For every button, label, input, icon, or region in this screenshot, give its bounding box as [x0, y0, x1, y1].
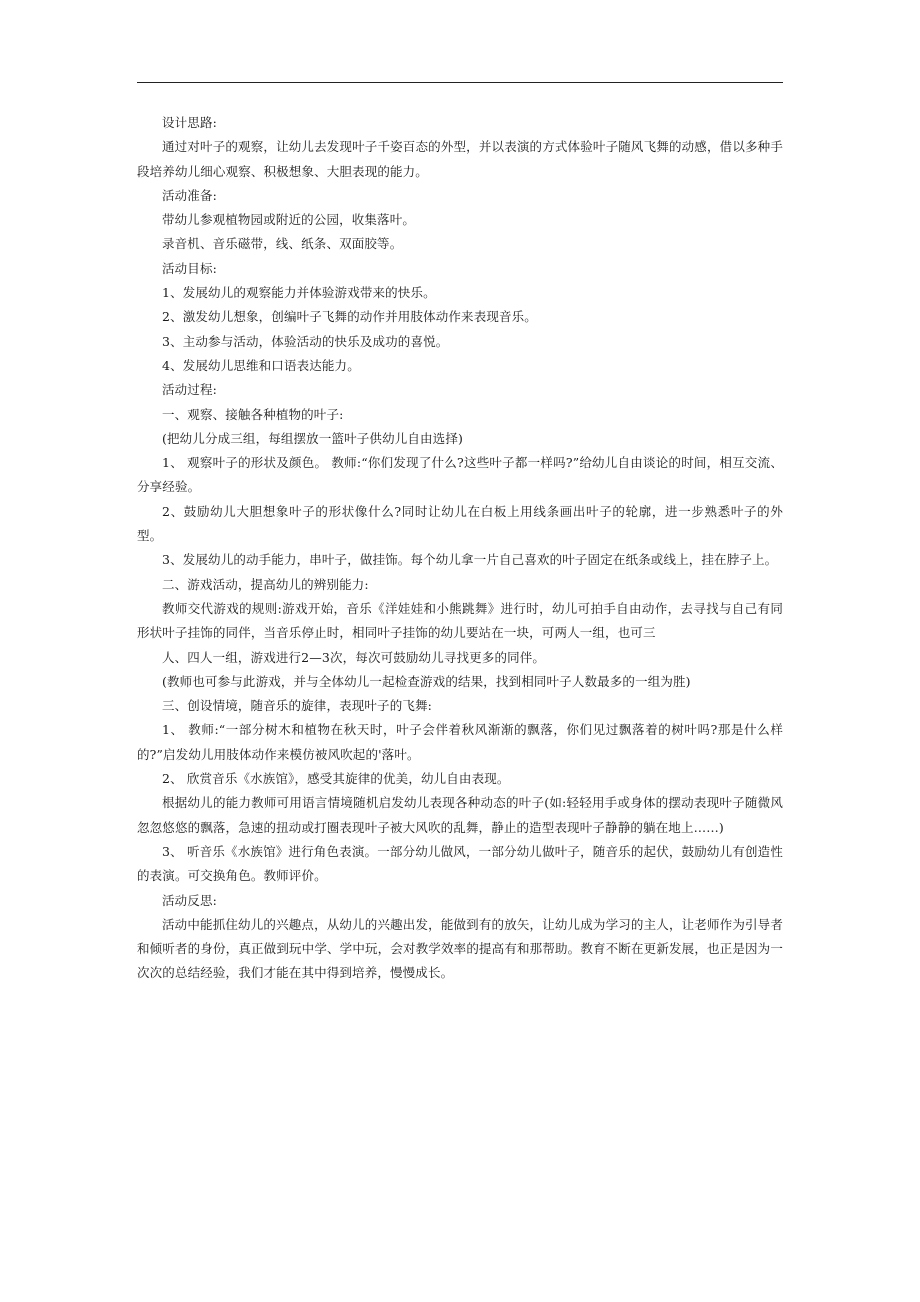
- process-section-2-rules: 教师交代游戏的规则:游戏开始，音乐《洋娃娃和小熊跳舞》进行时，幼儿可拍手自由动作，去寻找与自己有同形状叶子挂饰的同伴，当音乐停止时，相同叶子挂饰的幼儿要站在一块，可两人一组，也可三: [137, 600, 783, 641]
- heading-objectives: 活动目标:: [162, 260, 217, 276]
- process-section-3-step-3: 3、 听音乐《水族馆》进行角色表演。一部分幼儿做风，一部分幼儿做叶子，随音乐的起伏，鼓励幼儿有创造性的表演。可交换角色。教师评价。: [137, 843, 783, 884]
- process-section-1-step-1: 1、 观察叶子的形状及颜色。 教师:“你们发现了什么?这些叶子都一样吗?”给幼儿自由谈论的时间，相互交流、分享经验。: [137, 455, 783, 495]
- process-section-3-step-1: 1、 教师:“一部分树木和植物在秋天时，叶子会伴着秋风渐渐的飘落，你们见过飘落着的树叶吗?那是什么样的?”启发幼儿用肢体动作来模仿被风吹起的'落叶。: [137, 722, 783, 762]
- process-section-1-step-2: 2、鼓励幼儿大胆想象叶子的形状像什么?同时让幼儿在白板上用线条画出叶子的轮廓，进一步熟悉叶子的外型。: [137, 503, 783, 544]
- objective-item-3: 3、主动参与活动，体验活动的快乐及成功的喜悦。: [162, 333, 449, 349]
- heading-reflection: 活动反思:: [162, 892, 217, 908]
- paragraph-preparation-2: 录音机、音乐磁带，线、纸条、双面胶等。: [162, 236, 403, 252]
- objective-item-4: 4、发展幼儿思维和口语表达能力。: [162, 357, 360, 373]
- process-section-2-note: (教师也可参与此游戏，并与全体幼儿一起检查游戏的结果，找到相同叶子人数最多的一组为胜): [162, 673, 691, 689]
- process-section-3-guidance: 根据幼儿的能力教师可用语言情境随机启发幼儿表现各种动态的叶子(如:轻轻用手或身体的摆动表现叶子随微风忽忽悠悠的飘落，急速的扭动或打圈表现叶子被大风吹的乱舞，静止的造型表现叶子静静的躺在地上……): [137, 795, 783, 835]
- process-section-2-rules-cont: 人、四人一组，游戏进行2—3次，每次可鼓励幼儿寻找更多的同伴。: [162, 649, 546, 665]
- process-section-1-step-3: 3、发展幼儿的动手能力，串叶子，做挂饰。每个幼儿拿一片自己喜欢的叶子固定在纸条或线上，挂在脖子上。: [162, 552, 778, 568]
- heading-process: 活动过程:: [162, 382, 217, 398]
- paragraph-preparation-1: 带幼儿参观植物园或附近的公园，收集落叶。: [162, 212, 416, 228]
- objective-item-1: 1、发展幼儿的观察能力并体验游戏带来的快乐。: [162, 285, 436, 301]
- process-section-3-step-2: 2、 欣赏音乐《水族馆》，感受其旋律的优美，幼儿自由表现。: [162, 771, 510, 787]
- heading-design-idea: 设计思路:: [162, 115, 217, 130]
- objective-item-2: 2、激发幼儿想象，创编叶子飞舞的动作并用肢体动作来表现音乐。: [162, 309, 537, 325]
- paragraph-reflection: 活动中能抓住幼儿的兴趣点，从幼儿的兴趣出发，能做到有的放矢，让幼儿成为学习的主人，让老师作为引导者和倾听者的身份，真正做到玩中学、学中玩，会对教学效率的提高有和那帮助。教育不断在更新发展，也正是因为一次次的总结经验，我们才能在其中得到培养，慢慢成长。: [137, 916, 783, 981]
- process-section-1-note: (把幼儿分成三组，每组摆放一篮叶子供幼儿自由选择): [162, 430, 464, 446]
- document-body: [137, 111, 783, 986]
- process-section-3-title: 三、创设情境，随音乐的旋律，表现叶子的飞舞:: [162, 698, 433, 714]
- heading-preparation: 活动准备:: [162, 187, 217, 203]
- paragraph-design-idea: 通过对叶子的观察，让幼儿去发现叶子千姿百态的外型，并以表演的方式体验叶子随风飞舞的动感，借以多种手段培养幼儿细心观察、积极想象、大胆表现的能力。: [137, 139, 783, 179]
- process-section-1-title: 一、观察、接触各种植物的叶子:: [162, 406, 344, 422]
- process-section-2-title: 二、游戏活动，提高幼儿的辨别能力:: [162, 576, 369, 592]
- header-rule: [137, 82, 783, 83]
